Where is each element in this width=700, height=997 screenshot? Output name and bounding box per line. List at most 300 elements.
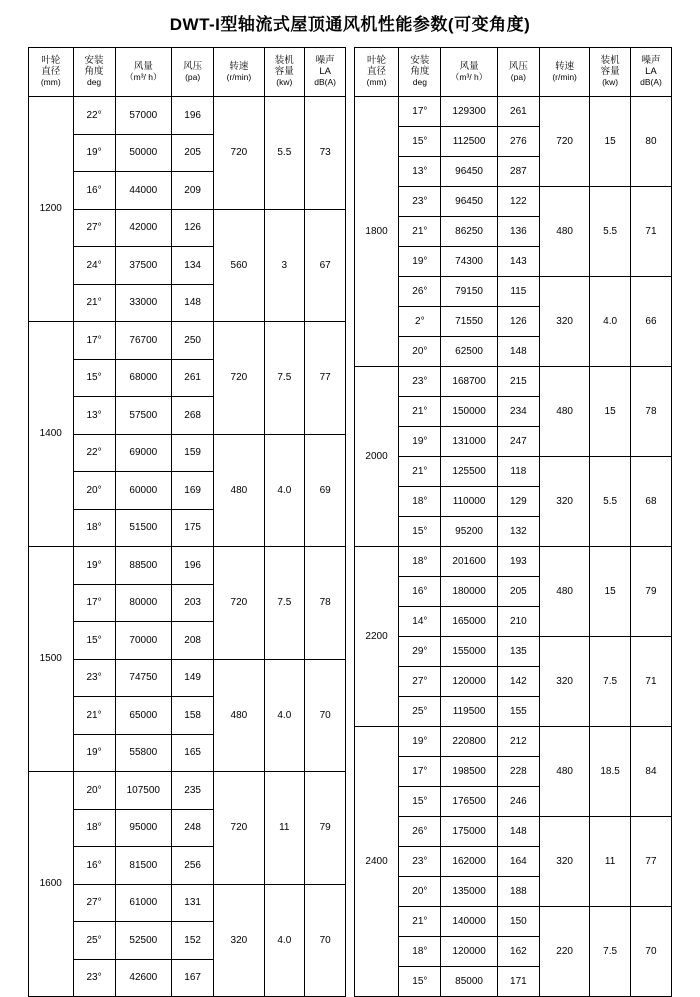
noise-level-cell: 70: [305, 659, 346, 772]
air-pressure-cell: 235: [172, 772, 214, 810]
air-flow-cell: 76700: [115, 322, 171, 360]
impeller-diameter-cell: 2200: [354, 547, 399, 727]
header-line-1: 安装: [410, 55, 430, 67]
table-row: [354, 727, 671, 757]
air-pressure-cell: 261: [172, 359, 214, 397]
rotation-speed-cell: 720: [214, 97, 264, 210]
air-pressure-cell: 148: [497, 817, 539, 847]
air-pressure-cell: 131: [172, 884, 214, 922]
rotation-speed-cell: 720: [539, 97, 589, 187]
install-angle-cell: 18°: [399, 937, 441, 967]
rotation-speed-cell: 320: [539, 277, 589, 367]
installed-power-cell: 15: [590, 97, 631, 187]
table-row: [354, 97, 671, 127]
air-pressure-cell: 247: [497, 427, 539, 457]
install-angle-cell: 18°: [73, 809, 115, 847]
rotation-speed-cell: 320: [214, 884, 264, 997]
installed-power-cell: 11: [590, 817, 631, 907]
install-angle-cell: 15°: [399, 967, 441, 997]
air-pressure-cell: 148: [172, 284, 214, 322]
air-pressure-cell: 208: [172, 622, 214, 660]
rotation-speed-cell: 480: [539, 547, 589, 637]
installed-power-cell: 15: [590, 367, 631, 457]
install-angle-cell: 16°: [73, 847, 115, 885]
header-line-1: 风量: [133, 60, 153, 72]
noise-level-cell: 77: [305, 322, 346, 435]
air-pressure-cell: 132: [497, 517, 539, 547]
tables-container: [0, 47, 700, 997]
install-angle-cell: 19°: [73, 734, 115, 772]
air-pressure-cell: 135: [497, 637, 539, 667]
air-flow-cell: 74300: [441, 247, 497, 277]
rotation-speed-cell: 480: [214, 434, 264, 547]
rotation-speed-cell: 220: [539, 907, 589, 997]
air-pressure-cell: 205: [497, 577, 539, 607]
air-flow-cell: 80000: [115, 584, 171, 622]
install-angle-cell: 23°: [399, 367, 441, 397]
installed-power-cell: 4.0: [590, 277, 631, 367]
air-pressure-cell: 162: [497, 937, 539, 967]
table-row: [354, 277, 671, 307]
rotation-speed-cell: 320: [539, 637, 589, 727]
air-pressure-cell: 134: [172, 247, 214, 285]
air-pressure-cell: 165: [172, 734, 214, 772]
air-pressure-cell: 203: [172, 584, 214, 622]
install-angle-cell: 18°: [399, 547, 441, 577]
install-angle-cell: 23°: [399, 847, 441, 877]
rotation-speed-cell: 480: [214, 659, 264, 772]
air-pressure-cell: 122: [497, 187, 539, 217]
table-row: [29, 209, 346, 247]
install-angle-cell: 14°: [399, 607, 441, 637]
column-header-0: [354, 48, 399, 97]
header-unit: dB(A): [640, 77, 662, 88]
air-flow-cell: 68000: [115, 359, 171, 397]
install-angle-cell: 16°: [73, 172, 115, 210]
air-flow-cell: 57000: [115, 97, 171, 135]
install-angle-cell: 25°: [73, 922, 115, 960]
install-angle-cell: 18°: [399, 487, 441, 517]
air-flow-cell: 57500: [115, 397, 171, 435]
air-flow-cell: 135000: [441, 877, 497, 907]
column-header-6: [305, 48, 346, 97]
air-flow-cell: 69000: [115, 434, 171, 472]
air-pressure-cell: 149: [172, 659, 214, 697]
header-unit: (mm): [40, 77, 61, 88]
installed-power-cell: 4.0: [264, 659, 305, 772]
air-pressure-cell: 118: [497, 457, 539, 487]
table-row: [354, 187, 671, 217]
air-flow-cell: 175000: [441, 817, 497, 847]
noise-level-cell: 73: [305, 97, 346, 210]
noise-level-cell: 79: [630, 547, 671, 637]
install-angle-cell: 16°: [399, 577, 441, 607]
air-flow-cell: 42000: [115, 209, 171, 247]
air-pressure-cell: 287: [497, 157, 539, 187]
air-flow-cell: 65000: [115, 697, 171, 735]
air-flow-cell: 74750: [115, 659, 171, 697]
air-flow-cell: 88500: [115, 547, 171, 585]
install-angle-cell: 29°: [399, 637, 441, 667]
table-row: [29, 772, 346, 810]
air-flow-cell: 55800: [115, 734, 171, 772]
column-header-6: [630, 48, 671, 97]
impeller-diameter-cell: 1800: [354, 97, 399, 367]
rotation-speed-cell: 720: [214, 772, 264, 885]
table-row: [354, 637, 671, 667]
noise-level-cell: 78: [305, 547, 346, 660]
air-flow-cell: 131000: [441, 427, 497, 457]
install-angle-cell: 21°: [73, 697, 115, 735]
air-flow-cell: 42600: [115, 959, 171, 997]
install-angle-cell: 20°: [73, 472, 115, 510]
install-angle-cell: 23°: [73, 959, 115, 997]
air-flow-cell: 96450: [441, 157, 497, 187]
column-header-4: [539, 48, 589, 97]
install-angle-cell: 21°: [399, 457, 441, 487]
impeller-diameter-cell: 1600: [29, 772, 74, 997]
install-angle-cell: 26°: [399, 277, 441, 307]
header-line-1: 叶轮: [367, 55, 387, 67]
impeller-diameter-cell: 1400: [29, 322, 74, 547]
header-line-1: 转速: [229, 60, 249, 72]
column-header-3: [172, 48, 214, 97]
header-unit: deg: [412, 77, 427, 88]
header-line-1: 噪声: [641, 55, 661, 67]
air-pressure-cell: 142: [497, 667, 539, 697]
air-flow-cell: 162000: [441, 847, 497, 877]
air-flow-cell: 50000: [115, 134, 171, 172]
air-pressure-cell: 136: [497, 217, 539, 247]
column-header-2: [441, 48, 497, 97]
header-line-2: 直径: [367, 66, 387, 78]
performance-table-right: [354, 47, 672, 997]
air-flow-cell: 70000: [115, 622, 171, 660]
installed-power-cell: 18.5: [590, 727, 631, 817]
installed-power-cell: 3: [264, 209, 305, 322]
air-pressure-cell: 196: [172, 97, 214, 135]
installed-power-cell: 4.0: [264, 434, 305, 547]
air-pressure-cell: 167: [172, 959, 214, 997]
noise-level-cell: 70: [630, 907, 671, 997]
rotation-speed-cell: 720: [214, 322, 264, 435]
table-row: [354, 457, 671, 487]
noise-level-cell: 66: [630, 277, 671, 367]
header-line-2: 直径: [41, 66, 61, 78]
noise-level-cell: 78: [630, 367, 671, 457]
air-pressure-cell: 164: [497, 847, 539, 877]
install-angle-cell: 19°: [73, 134, 115, 172]
header-line-2: LA: [645, 66, 657, 78]
air-flow-cell: 155000: [441, 637, 497, 667]
installed-power-cell: 7.5: [590, 637, 631, 727]
air-pressure-cell: 246: [497, 787, 539, 817]
install-angle-cell: 19°: [73, 547, 115, 585]
installed-power-cell: 11: [264, 772, 305, 885]
header-unit: （m³/ h）: [450, 71, 488, 82]
install-angle-cell: 24°: [73, 247, 115, 285]
air-pressure-cell: 209: [172, 172, 214, 210]
impeller-diameter-cell: 2400: [354, 727, 399, 997]
header-unit: (mm): [366, 77, 387, 88]
install-angle-cell: 19°: [399, 247, 441, 277]
table-header-right: [354, 48, 671, 97]
rotation-speed-cell: 320: [539, 817, 589, 907]
header-unit: (pa): [510, 71, 526, 82]
air-pressure-cell: 248: [172, 809, 214, 847]
air-flow-cell: 176500: [441, 787, 497, 817]
noise-level-cell: 71: [630, 187, 671, 277]
air-flow-cell: 165000: [441, 607, 497, 637]
column-header-0: [29, 48, 74, 97]
table-header-left: [29, 48, 346, 97]
noise-level-cell: 79: [305, 772, 346, 885]
table-row: [29, 884, 346, 922]
column-header-5: [264, 48, 305, 97]
install-angle-cell: 15°: [399, 787, 441, 817]
install-angle-cell: 17°: [399, 97, 441, 127]
installed-power-cell: 7.5: [264, 547, 305, 660]
install-angle-cell: 21°: [399, 907, 441, 937]
air-pressure-cell: 126: [497, 307, 539, 337]
air-flow-cell: 95200: [441, 517, 497, 547]
air-pressure-cell: 148: [497, 337, 539, 367]
header-line-1: 叶轮: [41, 55, 61, 67]
air-pressure-cell: 115: [497, 277, 539, 307]
air-flow-cell: 168700: [441, 367, 497, 397]
air-pressure-cell: 188: [497, 877, 539, 907]
air-pressure-cell: 143: [497, 247, 539, 277]
rotation-speed-cell: 480: [539, 367, 589, 457]
install-angle-cell: 17°: [73, 322, 115, 360]
air-pressure-cell: 196: [172, 547, 214, 585]
install-angle-cell: 15°: [399, 127, 441, 157]
install-angle-cell: 27°: [399, 667, 441, 697]
header-unit: (kw): [602, 77, 619, 88]
air-flow-cell: 79150: [441, 277, 497, 307]
noise-level-cell: 68: [630, 457, 671, 547]
air-flow-cell: 119500: [441, 697, 497, 727]
header-unit: (r/min): [226, 71, 252, 82]
rotation-speed-cell: 320: [539, 457, 589, 547]
install-angle-cell: 27°: [73, 209, 115, 247]
air-pressure-cell: 129: [497, 487, 539, 517]
installed-power-cell: 7.5: [264, 322, 305, 435]
header-line-2: 容量: [274, 66, 294, 78]
air-pressure-cell: 175: [172, 509, 214, 547]
header-unit: (r/min): [552, 71, 577, 82]
header-line-1: 装机: [600, 55, 620, 67]
air-flow-cell: 95000: [115, 809, 171, 847]
header-line-1: 安装: [84, 55, 104, 67]
installed-power-cell: 5.5: [590, 187, 631, 277]
header-line-2: 容量: [600, 66, 620, 78]
air-flow-cell: 71550: [441, 307, 497, 337]
air-flow-cell: 110000: [441, 487, 497, 517]
table-row: [354, 547, 671, 577]
air-pressure-cell: 152: [172, 922, 214, 960]
noise-level-cell: 80: [630, 97, 671, 187]
air-pressure-cell: 261: [497, 97, 539, 127]
air-pressure-cell: 126: [172, 209, 214, 247]
air-pressure-cell: 155: [497, 697, 539, 727]
install-angle-cell: 22°: [73, 434, 115, 472]
column-header-5: [590, 48, 631, 97]
air-pressure-cell: 150: [497, 907, 539, 937]
install-angle-cell: 26°: [399, 817, 441, 847]
air-flow-cell: 140000: [441, 907, 497, 937]
install-angle-cell: 18°: [73, 509, 115, 547]
table-row: [29, 322, 346, 360]
table-row: [354, 907, 671, 937]
air-pressure-cell: 169: [172, 472, 214, 510]
air-flow-cell: 120000: [441, 937, 497, 967]
table-row: [29, 659, 346, 697]
air-pressure-cell: 268: [172, 397, 214, 435]
install-angle-cell: 20°: [73, 772, 115, 810]
page-title: DWT-I型轴流式屋顶通风机性能参数(可变角度): [169, 15, 531, 34]
air-flow-cell: 61000: [115, 884, 171, 922]
install-angle-cell: 13°: [73, 397, 115, 435]
header-unit: deg: [86, 77, 102, 88]
rotation-speed-cell: 480: [539, 187, 589, 277]
performance-table-left: [28, 47, 346, 997]
install-angle-cell: 21°: [73, 284, 115, 322]
column-header-3: [497, 48, 539, 97]
header-line-2: 角度: [410, 66, 430, 78]
rotation-speed-cell: 480: [539, 727, 589, 817]
install-angle-cell: 19°: [399, 727, 441, 757]
noise-level-cell: 77: [630, 817, 671, 907]
install-angle-cell: 17°: [399, 757, 441, 787]
table-row: [354, 817, 671, 847]
impeller-diameter-cell: 2000: [354, 367, 399, 547]
air-flow-cell: 180000: [441, 577, 497, 607]
air-flow-cell: 60000: [115, 472, 171, 510]
table-row: [29, 434, 346, 472]
air-flow-cell: 81500: [115, 847, 171, 885]
column-header-1: [399, 48, 441, 97]
rotation-speed-cell: 720: [214, 547, 264, 660]
table-body-right: [354, 97, 671, 997]
air-flow-cell: 125500: [441, 457, 497, 487]
install-angle-cell: 23°: [73, 659, 115, 697]
air-flow-cell: 37500: [115, 247, 171, 285]
header-line-2: LA: [319, 66, 331, 78]
install-angle-cell: 21°: [399, 217, 441, 247]
table-row: [354, 367, 671, 397]
header-line-2: 角度: [84, 66, 104, 78]
install-angle-cell: 23°: [399, 187, 441, 217]
noise-level-cell: 84: [630, 727, 671, 817]
install-angle-cell: 20°: [399, 337, 441, 367]
noise-level-cell: 69: [305, 434, 346, 547]
installed-power-cell: 7.5: [590, 907, 631, 997]
install-angle-cell: 15°: [399, 517, 441, 547]
air-flow-cell: 44000: [115, 172, 171, 210]
air-flow-cell: 150000: [441, 397, 497, 427]
air-flow-cell: 112500: [441, 127, 497, 157]
air-pressure-cell: 193: [497, 547, 539, 577]
table-row: [29, 547, 346, 585]
install-angle-cell: 15°: [73, 359, 115, 397]
air-flow-cell: 62500: [441, 337, 497, 367]
header-line-1: 风量: [459, 60, 479, 72]
air-pressure-cell: 212: [497, 727, 539, 757]
rotation-speed-cell: 560: [214, 209, 264, 322]
install-angle-cell: 13°: [399, 157, 441, 187]
column-header-1: [73, 48, 115, 97]
air-flow-cell: 107500: [115, 772, 171, 810]
air-pressure-cell: 158: [172, 697, 214, 735]
table-row: [29, 97, 346, 135]
air-flow-cell: 201600: [441, 547, 497, 577]
header-line-1: 噪声: [315, 55, 335, 67]
impeller-diameter-cell: 1200: [29, 97, 74, 322]
air-pressure-cell: 276: [497, 127, 539, 157]
air-pressure-cell: 215: [497, 367, 539, 397]
install-angle-cell: 20°: [399, 877, 441, 907]
column-header-2: [115, 48, 171, 97]
air-pressure-cell: 228: [497, 757, 539, 787]
air-flow-cell: 220800: [441, 727, 497, 757]
install-angle-cell: 15°: [73, 622, 115, 660]
table-spacer: [346, 47, 354, 997]
air-pressure-cell: 256: [172, 847, 214, 885]
install-angle-cell: 22°: [73, 97, 115, 135]
install-angle-cell: 17°: [73, 584, 115, 622]
air-flow-cell: 96450: [441, 187, 497, 217]
air-flow-cell: 85000: [441, 967, 497, 997]
air-pressure-cell: 159: [172, 434, 214, 472]
air-flow-cell: 51500: [115, 509, 171, 547]
install-angle-cell: 21°: [399, 397, 441, 427]
installed-power-cell: 4.0: [264, 884, 305, 997]
header-unit: dB(A): [314, 77, 336, 88]
air-pressure-cell: 234: [497, 397, 539, 427]
noise-level-cell: 71: [630, 637, 671, 727]
header-unit: (kw): [276, 77, 293, 88]
header-line-1: 风压: [508, 60, 528, 72]
noise-level-cell: 67: [305, 209, 346, 322]
installed-power-cell: 5.5: [264, 97, 305, 210]
table-body-left: [29, 97, 346, 997]
air-flow-cell: 33000: [115, 284, 171, 322]
air-pressure-cell: 250: [172, 322, 214, 360]
air-flow-cell: 129300: [441, 97, 497, 127]
impeller-diameter-cell: 1500: [29, 547, 74, 772]
air-flow-cell: 52500: [115, 922, 171, 960]
header-line-1: 风压: [183, 60, 203, 72]
air-pressure-cell: 205: [172, 134, 214, 172]
installed-power-cell: 5.5: [590, 457, 631, 547]
header-unit: (pa): [185, 71, 201, 82]
noise-level-cell: 70: [305, 884, 346, 997]
install-angle-cell: 25°: [399, 697, 441, 727]
header-line-1: 转速: [555, 60, 575, 72]
install-angle-cell: 19°: [399, 427, 441, 457]
air-pressure-cell: 171: [497, 967, 539, 997]
header-line-1: 装机: [274, 55, 294, 67]
air-flow-cell: 198500: [441, 757, 497, 787]
air-pressure-cell: 210: [497, 607, 539, 637]
air-flow-cell: 120000: [441, 667, 497, 697]
air-flow-cell: 86250: [441, 217, 497, 247]
header-unit: （m³/ h）: [125, 71, 162, 82]
install-angle-cell: 2°: [399, 307, 441, 337]
installed-power-cell: 15: [590, 547, 631, 637]
column-header-4: [214, 48, 264, 97]
